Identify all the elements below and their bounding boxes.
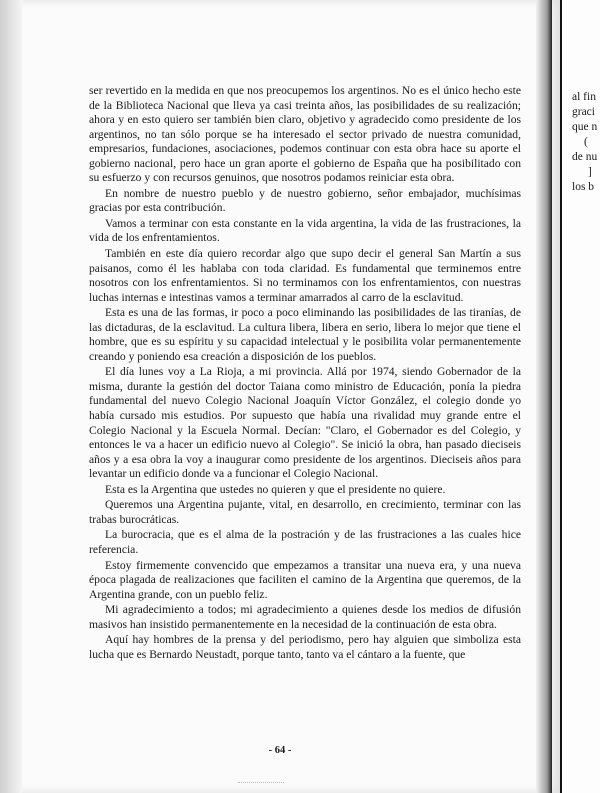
body-text bbox=[89, 84, 521, 662]
paragraph: Aquí hay hombres de la prensa y del periodismo, pero hay alguien que simboliza esta lucha que es Bernardo Neustadt, porque tanto, tanto va el cántaro a la fuente, que bbox=[89, 633, 521, 661]
page-edge-shadow bbox=[0, 0, 22, 793]
paragraph: En nombre de nuestro pueblo y de nuestro gobierno, señor embajador, muchísimas gracias por esta contribución. bbox=[89, 186, 521, 215]
book-gutter-shadow bbox=[536, 0, 552, 793]
right-page-fragment: los b bbox=[572, 181, 595, 193]
paragraph: La burocracia, que es el alma de la postración y de las frustraciones a las cuales hice referencia. bbox=[89, 528, 521, 556]
right-page-fragment: ] bbox=[588, 166, 592, 178]
paragraph: Mi agradecimiento a todos; mi agradecimiento a quienes desde los medios de difusión masivos han insistido permanentemente en la necesidad de la continuación de esta obra. bbox=[89, 603, 521, 631]
right-page-edge bbox=[560, 0, 600, 793]
paragraph: También en este día quiero recordar algo que supo decir el general San Martín a sus paisanos, como él les hablaba con toda claridad. Es fundamental que terminemos entre nosotros con los enfrentamientos. Si no terminamos con los enfrentamientos, con nuestras luchas internas e intestinas vamos a terminar amarrados al carro de la esclavitud. bbox=[89, 247, 521, 304]
right-page-fragment: al fin bbox=[572, 91, 596, 103]
paragraph: Vamos a terminar con esta constante en la vida argentina, la vida de las frustraciones, la vida de los enfrentamientos. bbox=[89, 216, 521, 245]
paragraph: ser revertido en la medida en que nos preocupemos los argentinos. No es el único hecho este de la Biblioteca Nacional que lleva ya casi treinta años, las posibilidades de su realización; ahora y en esto quiero ser también bien claro, objetivo y agradecido como presidente de los argentinos, no tan sólo porque se ha interesado el sector privado de nuestra comunidad, empresarios, fundaciones, asociaciones, podemos continuar con esta obra hace su aporte el gobierno nacional, pero hace un gran aporte el gobierno de España que ha posibilitado con su esfuerzo y con recursos genuinos, que nosotros podamos reiniciar esta obra. bbox=[89, 84, 521, 185]
scan-smudge bbox=[238, 782, 284, 786]
right-page-fragment: graci bbox=[572, 106, 595, 118]
right-page-fragment: ( bbox=[584, 136, 588, 148]
paragraph: El día lunes voy a La Rioja, a mi provincia. Allá por 1974, siendo Gobernador de la misma, durante la gestión del doctor Taiana como ministro de Educación, ponía la piedra fundamental del nuevo Colegio Nacional Joaquín Víctor González, el colegio donde yo había cursado mis estudios. Por supuesto que había una rivalidad muy grande entre el Colegio Nacional y la Escuela Normal. Decían: "Claro, el Gobernador es del Colegio, y entonces le va a hacer un edificio nuevo al Colegio". Se inició la obra, han pasado dieciseis años y a esa obra la voy a inaugurar como presidente de los argentinos. Dieciseis años para levantar un edificio donde va a funcionar el Colegio Nacional. bbox=[89, 365, 521, 481]
paragraph: Queremos una Argentina pujante, vital, en desarrollo, en crecimiento, terminar con las trabas burocráticas. bbox=[89, 498, 521, 526]
paragraph: Estoy firmemente convencido que empezamos a transitar una nueva era, y una nueva época plagada de realizaciones que faciliten el camino de la Argentina que queremos, de la Argentina grande, con un pueblo feliz. bbox=[89, 558, 521, 601]
paragraph: Esta es la Argentina que ustedes no quieren y que el presidente no quiere. bbox=[105, 482, 446, 496]
page-number: - 64 - bbox=[268, 745, 292, 756]
right-page-fragment: de nu bbox=[572, 151, 598, 163]
paragraph: Esta es una de las formas, ir poco a poco eliminando las posibilidades de las tiranías, de las dictaduras, de la esclavitud. La cultura libera, libera en serio, libera lo mejor que tiene el hombre, que es su espíritu y su capacidad intelectual y le posibilita volar permanentemente creando y poniendo esa creación a disposición de los pueblos. bbox=[89, 306, 521, 363]
right-page-fragment: que n bbox=[572, 121, 598, 133]
